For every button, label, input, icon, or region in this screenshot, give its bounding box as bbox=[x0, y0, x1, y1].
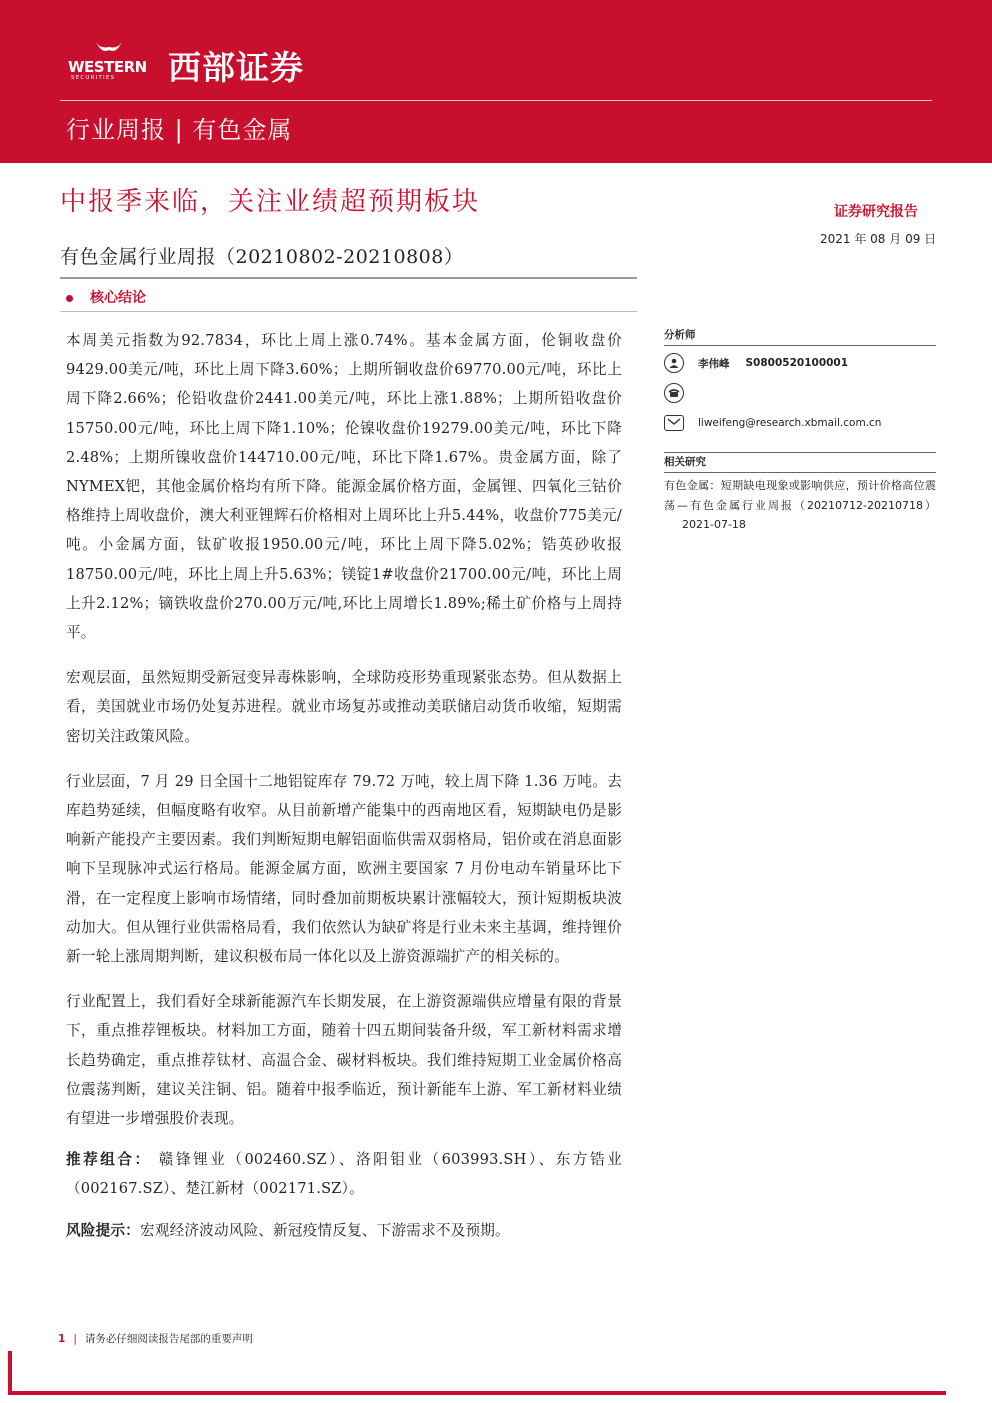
report-subtitle: 有色金属行业周报（20210802-20210808） bbox=[60, 246, 464, 268]
logo-securities-text: SECURITIES bbox=[71, 75, 116, 81]
analyst-heading: 分析师 bbox=[664, 326, 936, 346]
phone-icon bbox=[664, 383, 684, 403]
report-title: 中报季来临，关注业绩超预期板块 bbox=[60, 187, 481, 217]
report-type: 证券研究报告 bbox=[834, 204, 918, 220]
paragraph-macro: 宏观层面，虽然短期受新冠变异毒株影响，全球防疫形势重现紧张态势。但从数据上看，美国就业市场仍处复苏进程。就业市场复苏或推动美联储启动货币收缩，短期需密切关注政策风险。 bbox=[66, 669, 622, 745]
related-research-date: 2021-07-18 bbox=[682, 518, 746, 531]
footer-separator: | bbox=[73, 1332, 77, 1345]
person-icon bbox=[664, 353, 684, 373]
analyst-email[interactable]: liweifeng@research.xbmail.com.cn bbox=[698, 417, 882, 429]
related-research bbox=[664, 452, 936, 535]
paragraph-risk bbox=[66, 1216, 622, 1245]
disclaimer-note: 请务必仔细阅读报告尾部的重要声明 bbox=[84, 1333, 253, 1345]
paragraph-allocation: 行业配置上，我们看好全球新能源汽车长期发展，在上游资源端供应增量有限的背景下，重点推荐锂板块。材料加工方面，随着十四五期间装备升级，军工新材料需求增长趋势确定，重点推荐钛材、高温合金、碳材料板块。我们维持短期工业金属价格高位震荡判断，建议关注铜、铝。随着中报季临近，预计新能车上游、军工新材料业绩有望进一步增强股价表现。 bbox=[66, 993, 622, 1128]
risk-label: 风险提示： bbox=[66, 1221, 140, 1239]
related-research-item[interactable] bbox=[664, 476, 936, 535]
report-date: 2021 年 08 月 09 日 bbox=[820, 232, 937, 246]
mail-icon bbox=[664, 415, 684, 431]
page-footer bbox=[58, 1331, 253, 1346]
corner-decoration-horizontal bbox=[8, 1391, 946, 1395]
logo-western-text: WESTERN bbox=[68, 58, 147, 76]
paragraph-market-prices: 本周美元指数为92.7834，环比上周上涨0.74%。基本金属方面，伦铜收盘价9429.00美元/吨，环比上周下降3.60%；上期所铜收盘价69770.00元/吨，环比上周下降2.66%；伦铅收盘价2441.00美元/吨，环比上涨1.88%；上期所铅收盘价15750.00元/吨，环比上周下降1.10%；伦镍收盘价19279.00美元/吨，环比下降2.48%；上期所镍收盘价144710.00元/吨，环比下降1.67%。贵金属方面，除了NYMEX钯，其他金属价格均有所下降。能源金属价格方面，金属锂、四氧化三钴价格维持上周收盘价，澳大利亚锂辉石价格相对上周环比上升5.44%，收盘价775美元/吨。小金属方面，钛矿收报1950.00元/吨，环比上周下降5.02%；锆英砂收报18750.00元/吨，环比上周上升5.63%；镁锭1#收盘价21700.00元/吨，环比上周上升2.12%；镝铁收盘价270.00万元/吨,环比上周增长1.89%;稀土矿价格与上周持平。 bbox=[66, 332, 622, 642]
report-body bbox=[66, 326, 622, 1261]
analyst-name: 李伟峰 bbox=[698, 357, 730, 370]
header-divider bbox=[60, 100, 932, 101]
bull-horns-icon bbox=[94, 40, 124, 56]
conclusion-heading bbox=[66, 287, 146, 307]
page-number: 1 bbox=[58, 1332, 66, 1345]
logo-mark bbox=[68, 40, 152, 86]
conclusion-divider bbox=[60, 311, 637, 312]
analyst-phone-row bbox=[664, 380, 936, 406]
paragraph-industry: 行业层面，7 月 29 日全国十二地铝锭库存 79.72 万吨，较上周下降 1.36 万吨。去库趋势延续，但幅度略有收窄。从目前新增产能集中的西南地区看，短期缺电仍是影响新产能投产主要因素。我们判断短期电解铝面临供需双弱格局，铝价或在消息面影响下呈现脉冲式运行格局。能源金属方面，欧洲主要国家 7 月份电动车销量环比下滑，在一定程度上影响市场情绪，同时叠加前期板块累计涨幅较大，预计短期板块波动加大。但从锂行业供需格局看，我们依然认为缺矿将是行业未来主基调，维持锂价新一轮上涨周期判断，建议积极布局一体化以及上游资源端扩产的相关标的。 bbox=[66, 772, 622, 966]
conclusion-heading-label: 核心结论 bbox=[90, 290, 146, 306]
recommendation-text: 赣锋锂业（002460.SZ）、洛阳钼业（603993.SH）、东方锆业（002167.SZ）、楚江新材（002171.SZ）。 bbox=[66, 1151, 622, 1198]
paragraph-recommendation bbox=[66, 1145, 622, 1203]
recommendation-label: 推荐组合： bbox=[66, 1151, 152, 1169]
related-research-title: 有色金属：短期缺电现象或影响供应，预计价格高位震荡—有色金属行业周报（20210712-20210718） bbox=[664, 479, 936, 512]
header-band bbox=[0, 0, 992, 163]
logo-chinese-name: 西部证券 bbox=[168, 48, 304, 87]
analyst-name-row bbox=[664, 350, 936, 376]
report-category: 行业周报 | 有色金属 bbox=[66, 116, 293, 144]
title-divider bbox=[60, 277, 637, 279]
company-logo bbox=[68, 40, 304, 87]
bullet-icon bbox=[66, 295, 73, 302]
related-research-heading: 相关研究 bbox=[664, 452, 936, 473]
analyst-license-code: S0800520100001 bbox=[745, 357, 849, 369]
sidebar bbox=[664, 326, 936, 535]
analyst-email-row bbox=[664, 410, 936, 436]
corner-decoration-vertical bbox=[8, 1351, 12, 1395]
risk-text: 宏观经济波动风险、新冠疫情反复、下游需求不及预期。 bbox=[139, 1221, 510, 1239]
